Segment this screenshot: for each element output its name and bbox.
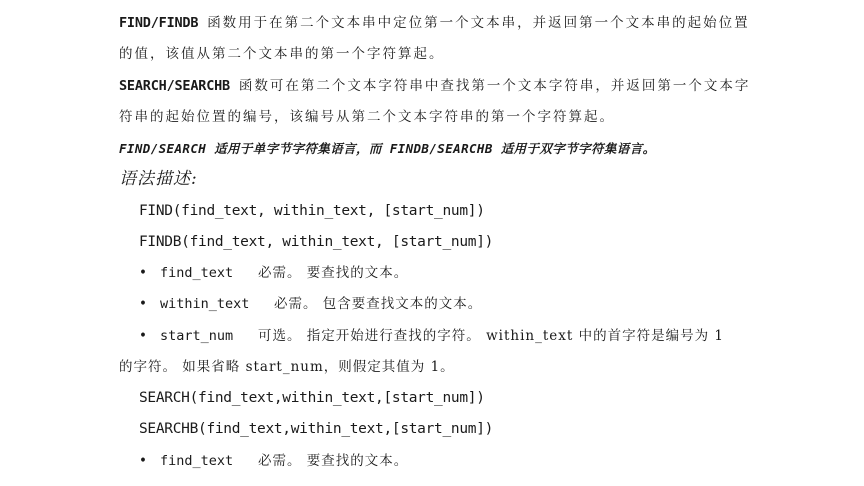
list-item — [139, 326, 724, 346]
list-item — [139, 451, 408, 471]
search-syntax: SEARCH(find_text,within_text,[start_num]) — [139, 390, 485, 406]
list-item — [139, 263, 408, 283]
argument-name: within_text — [160, 296, 250, 312]
bullet-marker: • — [139, 296, 147, 312]
search-description-line-1 — [119, 76, 750, 96]
argument-description: 可选。 指定开始进行查找的字符。 within_text 中的首字符是编号为 1 — [258, 328, 724, 344]
find-findb-keyword: FIND/FINDB — [119, 15, 199, 31]
search-searchb-keyword: SEARCH/SEARCHB — [119, 78, 230, 94]
bullet-marker: • — [139, 328, 147, 344]
argument-name: start_num — [160, 328, 234, 344]
argument-name: find_text — [160, 265, 234, 281]
find-description-line-1 — [119, 13, 750, 33]
syntax-heading: 语法描述: — [119, 169, 198, 189]
find-description-text: 函数用于在第二个文本串中定位第一个文本串，并返回第一个文本串的起始位置 — [207, 15, 750, 31]
bullet-marker: • — [139, 453, 147, 469]
argument-description: 必需。 包含要查找文本的文本。 — [274, 296, 483, 312]
findb-syntax: FINDB(find_text, within_text, [start_num]) — [139, 234, 494, 250]
list-item — [139, 294, 482, 314]
searchb-syntax: SEARCHB(find_text,within_text,[start_num]) — [139, 421, 494, 437]
search-description-line-2: 符串的起始位置的编号，该编号从第二个文本字符串的第一个字符算起。 — [119, 109, 615, 125]
argument-name: find_text — [160, 453, 234, 469]
search-description-text: 函数可在第二个文本字符串中查找第一个文本字符串，并返回第一个文本字 — [238, 78, 751, 94]
bullet-marker: • — [139, 265, 147, 281]
find-description-line-2: 的值，该值从第二个文本串的第一个字符算起。 — [119, 46, 445, 62]
argument-description: 必需。 要查找的文本。 — [258, 265, 409, 281]
argument-description: 必需。 要查找的文本。 — [258, 453, 409, 469]
charset-note: FIND/SEARCH 适用于单字节字符集语言，而 FINDB/SEARCHB 适用于双字节字符集语言。 — [119, 141, 656, 156]
start-num-continuation: 的字符。 如果省略 start_num，则假定其值为 1。 — [119, 359, 455, 375]
find-syntax: FIND(find_text, within_text, [start_num]) — [139, 203, 485, 219]
